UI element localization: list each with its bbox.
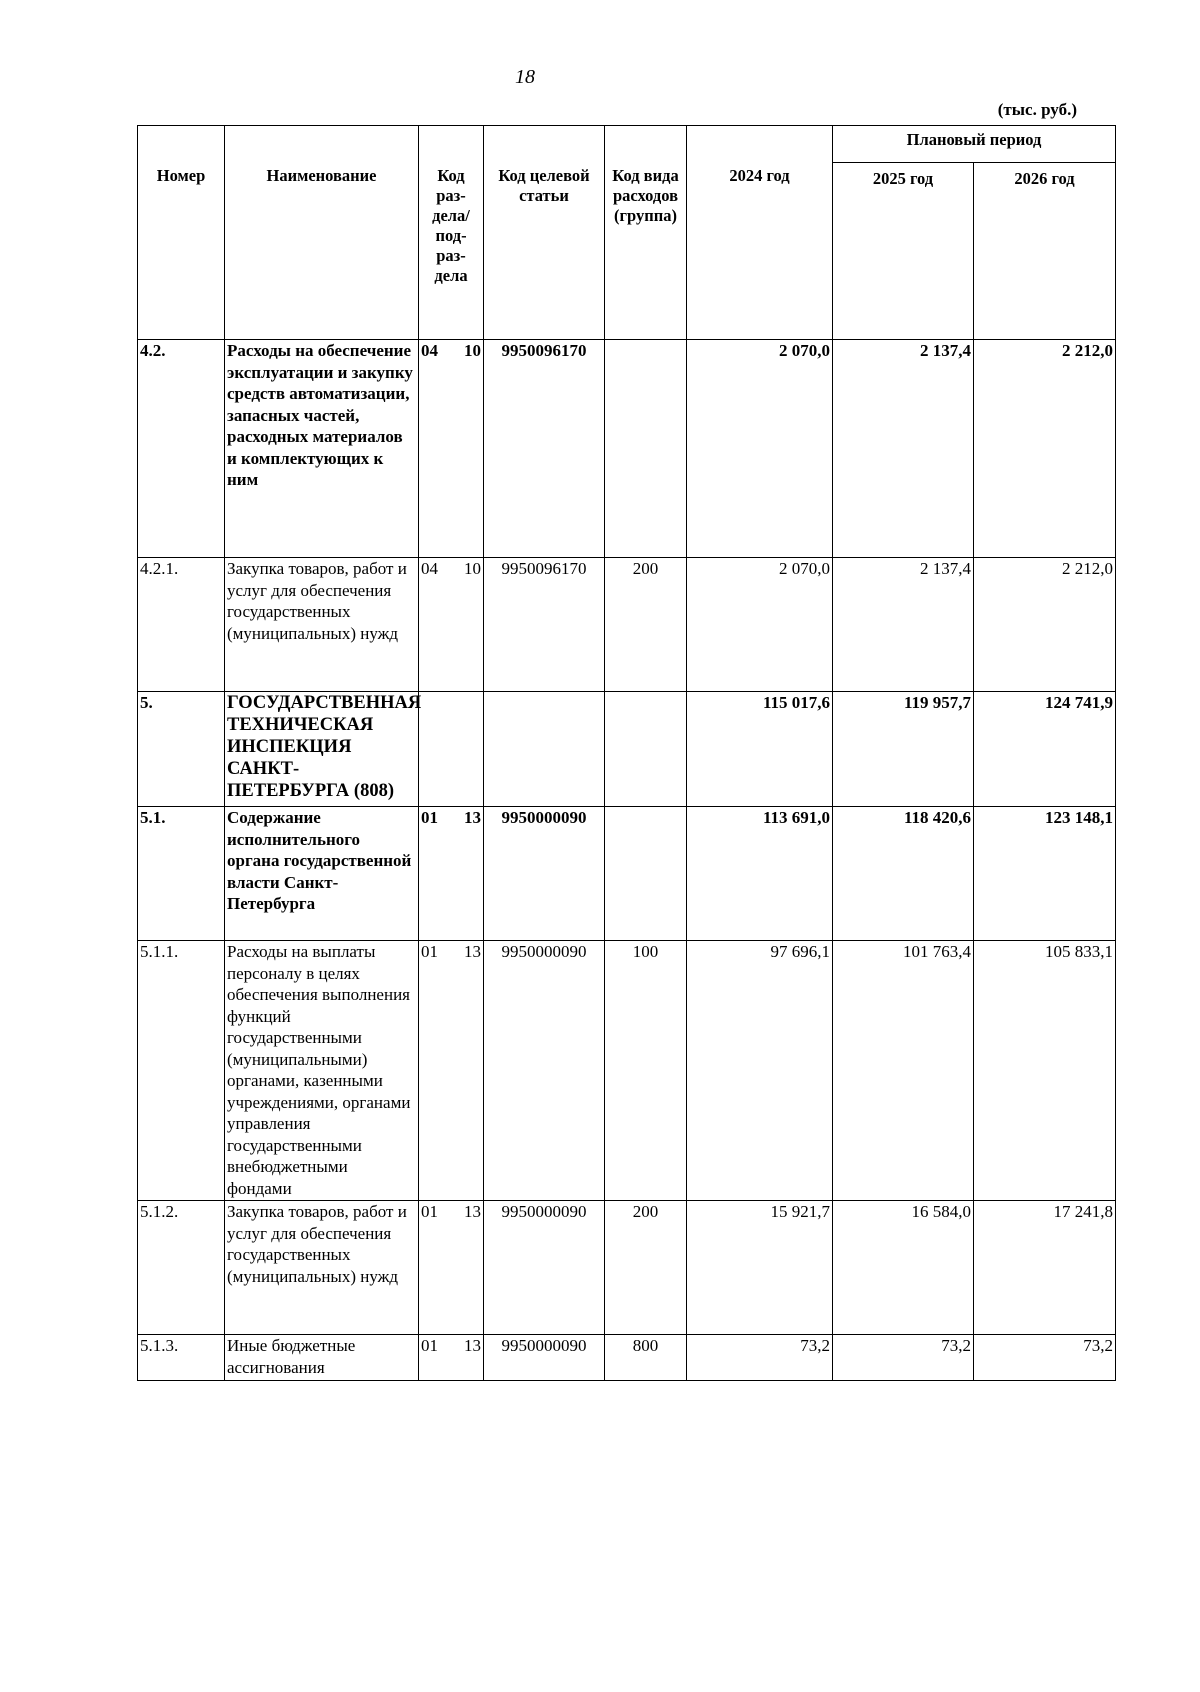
- row-amount-2026: 17 241,8: [974, 1201, 1116, 1335]
- row-section: 01: [421, 942, 438, 961]
- row-number: 5.1.1.: [138, 941, 225, 1201]
- header-year-2026: 2026 год: [974, 163, 1116, 340]
- row-amount-2025: 2 137,4: [833, 340, 974, 558]
- row-subsection: 10: [464, 559, 481, 578]
- row-amount-2024: 15 921,7: [687, 1201, 833, 1335]
- row-section-code: [419, 807, 484, 941]
- row-expense-type: 200: [605, 1201, 687, 1335]
- row-amount-2026: 124 741,9: [974, 692, 1116, 807]
- row-amount-2026: 2 212,0: [974, 558, 1116, 692]
- row-amount-2026: 105 833,1: [974, 941, 1116, 1201]
- budget-table: [137, 125, 1116, 1381]
- row-expense-type: [605, 340, 687, 558]
- row-number: 5.1.: [138, 807, 225, 941]
- row-subsection: 13: [464, 808, 481, 827]
- table-row: [138, 558, 1116, 692]
- row-target: 9950096170: [484, 558, 605, 692]
- row-expense-type: 100: [605, 941, 687, 1201]
- header-name: Наименование: [225, 126, 419, 340]
- table-row: [138, 807, 1116, 941]
- row-section-code: [419, 340, 484, 558]
- header-number: Номер: [138, 126, 225, 340]
- page-number: 18: [515, 66, 535, 88]
- row-number: 5.: [138, 692, 225, 807]
- row-target: 9950000090: [484, 941, 605, 1201]
- row-amount-2025: 118 420,6: [833, 807, 974, 941]
- row-section-code: [419, 1201, 484, 1335]
- row-name: Закупка товаров, работ и услуг для обеспечения государственных (муниципальных) нужд: [225, 558, 419, 692]
- row-target: 9950000090: [484, 807, 605, 941]
- row-section: 04: [421, 559, 438, 578]
- table-row: [138, 941, 1116, 1201]
- row-section: 01: [421, 1202, 438, 1221]
- row-target: 9950000090: [484, 1201, 605, 1335]
- row-section-code: [419, 692, 484, 807]
- header-section: Код раз-дела/ под-раз-дела: [419, 126, 484, 340]
- row-amount-2026: 73,2: [974, 1335, 1116, 1381]
- row-amount-2025: 73,2: [833, 1335, 974, 1381]
- row-expense-type: [605, 807, 687, 941]
- row-amount-2026: 2 212,0: [974, 340, 1116, 558]
- row-expense-type: 200: [605, 558, 687, 692]
- row-name: Расходы на выплаты персоналу в целях обеспечения выполнения функций государственными (муниципальными) органами, казенными учреждениями, органами управления государственными внебюджетными фондами: [225, 941, 419, 1201]
- header-year-2025: 2025 год: [833, 163, 974, 340]
- table-header: [138, 126, 1116, 340]
- row-amount-2025: 101 763,4: [833, 941, 974, 1201]
- row-amount-2024: 2 070,0: [687, 340, 833, 558]
- row-name: Иные бюджетные ассигнования: [225, 1335, 419, 1381]
- header-target: Код целевой статьи: [484, 126, 605, 340]
- header-planning-period: Плановый период: [833, 126, 1116, 163]
- row-amount-2024: 2 070,0: [687, 558, 833, 692]
- table-row: [138, 692, 1116, 807]
- row-section-code: [419, 941, 484, 1201]
- row-section: 01: [421, 808, 438, 827]
- row-name: Закупка товаров, работ и услуг для обеспечения государственных (муниципальных) нужд: [225, 1201, 419, 1335]
- row-section: 01: [421, 1336, 438, 1355]
- row-name: Содержание исполнительного органа государственной власти Санкт-Петербурга: [225, 807, 419, 941]
- row-subsection: 13: [464, 942, 481, 961]
- table-row: [138, 340, 1116, 558]
- row-section-code: [419, 558, 484, 692]
- row-section: 04: [421, 341, 438, 360]
- row-amount-2025: 16 584,0: [833, 1201, 974, 1335]
- row-section-code: [419, 1335, 484, 1381]
- row-name: Расходы на обеспечение эксплуатации и закупку средств автоматизации, запасных частей, расходных материалов и комплектующих к ним: [225, 340, 419, 558]
- row-target: [484, 692, 605, 807]
- row-number: 5.1.3.: [138, 1335, 225, 1381]
- row-name: ГОСУДАРСТВЕННАЯ ТЕХНИЧЕСКАЯ ИНСПЕКЦИЯ САНКТ-ПЕТЕРБУРГА (808): [225, 692, 419, 807]
- row-subsection: 13: [464, 1336, 481, 1355]
- table-row: [138, 1335, 1116, 1381]
- row-number: 4.2.: [138, 340, 225, 558]
- row-expense-type: [605, 692, 687, 807]
- row-number: 4.2.1.: [138, 558, 225, 692]
- table-row: [138, 1201, 1116, 1335]
- row-target: 9950000090: [484, 1335, 605, 1381]
- header-expense-type: Код вида расходов (группа): [605, 126, 687, 340]
- row-number: 5.1.2.: [138, 1201, 225, 1335]
- row-amount-2024: 115 017,6: [687, 692, 833, 807]
- row-target: 9950096170: [484, 340, 605, 558]
- row-expense-type: 800: [605, 1335, 687, 1381]
- row-amount-2024: 113 691,0: [687, 807, 833, 941]
- row-amount-2024: 73,2: [687, 1335, 833, 1381]
- row-amount-2026: 123 148,1: [974, 807, 1116, 941]
- row-amount-2024: 97 696,1: [687, 941, 833, 1201]
- table-body: [138, 340, 1116, 1381]
- row-amount-2025: 2 137,4: [833, 558, 974, 692]
- row-subsection: 13: [464, 1202, 481, 1221]
- row-subsection: 10: [464, 341, 481, 360]
- row-amount-2025: 119 957,7: [833, 692, 974, 807]
- units-label: (тыс. руб.): [997, 100, 1077, 119]
- header-year-2024: 2024 год: [687, 126, 833, 340]
